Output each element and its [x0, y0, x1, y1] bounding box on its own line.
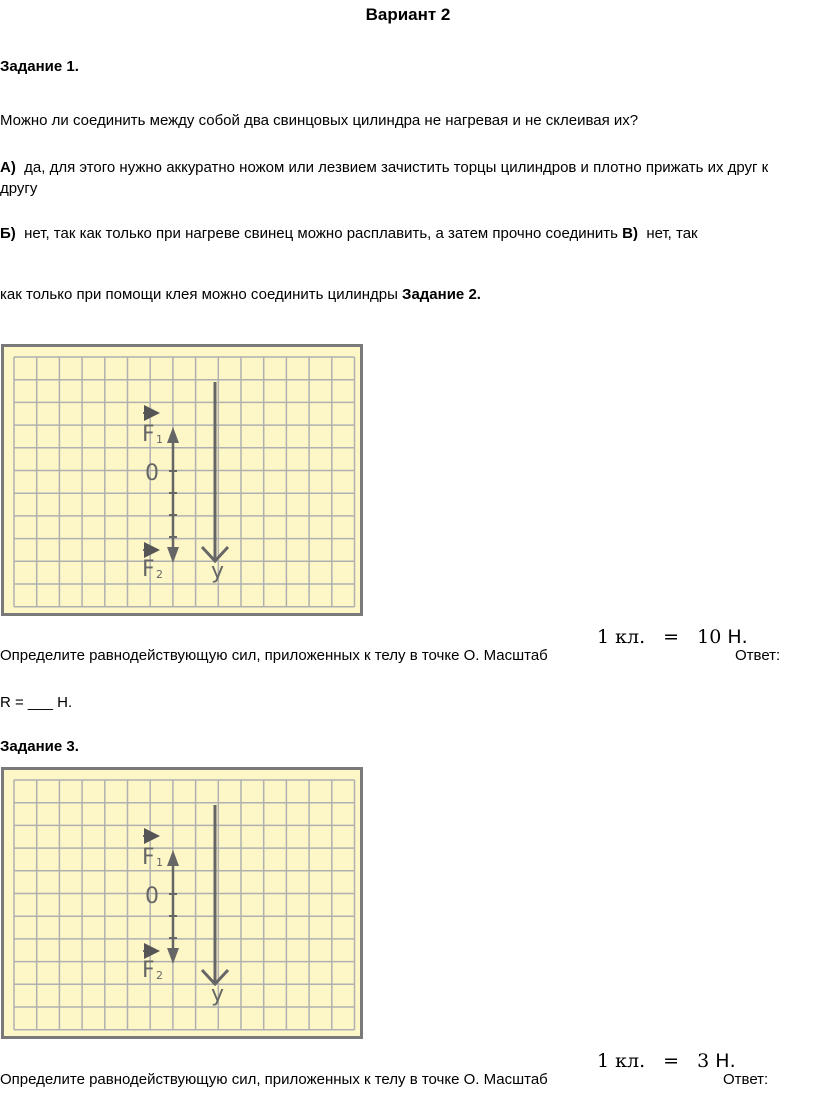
task3-heading: Задание 3.	[0, 738, 79, 755]
force-vectors-svg	[4, 347, 366, 619]
scale-rhs: 10	[697, 626, 722, 648]
task2-scale-formula	[597, 626, 748, 650]
f2-subscript: 2	[156, 568, 163, 581]
option-a-label: А)	[0, 159, 16, 176]
f1-arrowhead	[167, 850, 179, 866]
task1-option-a	[0, 157, 800, 199]
scale-equals: =	[663, 626, 680, 648]
task3-scale-formula	[597, 1050, 736, 1074]
option-v-label: В)	[622, 225, 638, 242]
task1-option-b	[0, 225, 698, 244]
scale-lhs: 1 кл.	[597, 626, 646, 648]
scale-unit: Н.	[727, 626, 748, 648]
f1-subscript: 1	[156, 856, 163, 869]
f1-arrowhead	[167, 427, 179, 443]
option-b-text: нет, так как только при нагреве свинец можно расплавить, а затем прочно соединить	[24, 225, 618, 242]
task2-answer-line: R = ___ Н.	[0, 694, 73, 711]
task1-heading: Задание 1.	[0, 58, 79, 75]
scale-unit: Н.	[715, 1050, 736, 1072]
origin-label: 0	[145, 884, 159, 909]
task2-heading: Задание 2.	[402, 286, 481, 303]
task2-prompt: Определите равнодействующую сил, приложенных к телу в точке О. Масштаб	[0, 647, 548, 664]
f2-subscript: 2	[156, 969, 163, 982]
y-axis-label: y	[211, 559, 225, 584]
f2-label: F	[142, 557, 155, 582]
option-b-label: Б)	[0, 225, 16, 242]
task2-force-diagram	[1, 344, 363, 616]
option-v-text-1: нет, так	[646, 225, 698, 242]
task3-force-diagram	[1, 767, 363, 1039]
f2-label: F	[142, 958, 155, 983]
task1-option-v-cont	[0, 286, 481, 305]
scale-equals: =	[663, 1050, 680, 1072]
f1-subscript: 1	[156, 433, 163, 446]
force-vectors-svg	[4, 770, 366, 1042]
page-title: Вариант 2	[365, 5, 451, 24]
option-v-text-2: как только при помощи клея можно соединить цилиндры	[0, 286, 398, 303]
task2-answer-label: Ответ:	[735, 647, 781, 664]
task3-prompt: Определите равнодействующую сил, приложенных к телу в точке О. Масштаб	[0, 1071, 548, 1088]
origin-label: 0	[145, 461, 159, 486]
f1-label: F	[142, 422, 155, 447]
scale-rhs: 3	[697, 1050, 710, 1072]
option-a-text: да, для этого нужно аккуратно ножом или лезвием зачистить торцы цилиндров и плотно прижать их друг к другу	[0, 159, 769, 197]
y-axis-label: y	[211, 982, 225, 1007]
scale-lhs: 1 кл.	[597, 1050, 646, 1072]
f2-arrowhead	[167, 948, 179, 964]
f1-label: F	[142, 845, 155, 870]
task3-answer-label: Ответ:	[723, 1071, 769, 1088]
f2-arrowhead	[167, 547, 179, 563]
task1-question: Можно ли соединить между собой два свинцовых цилиндра не нагревая и не склеивая их?	[0, 112, 639, 129]
